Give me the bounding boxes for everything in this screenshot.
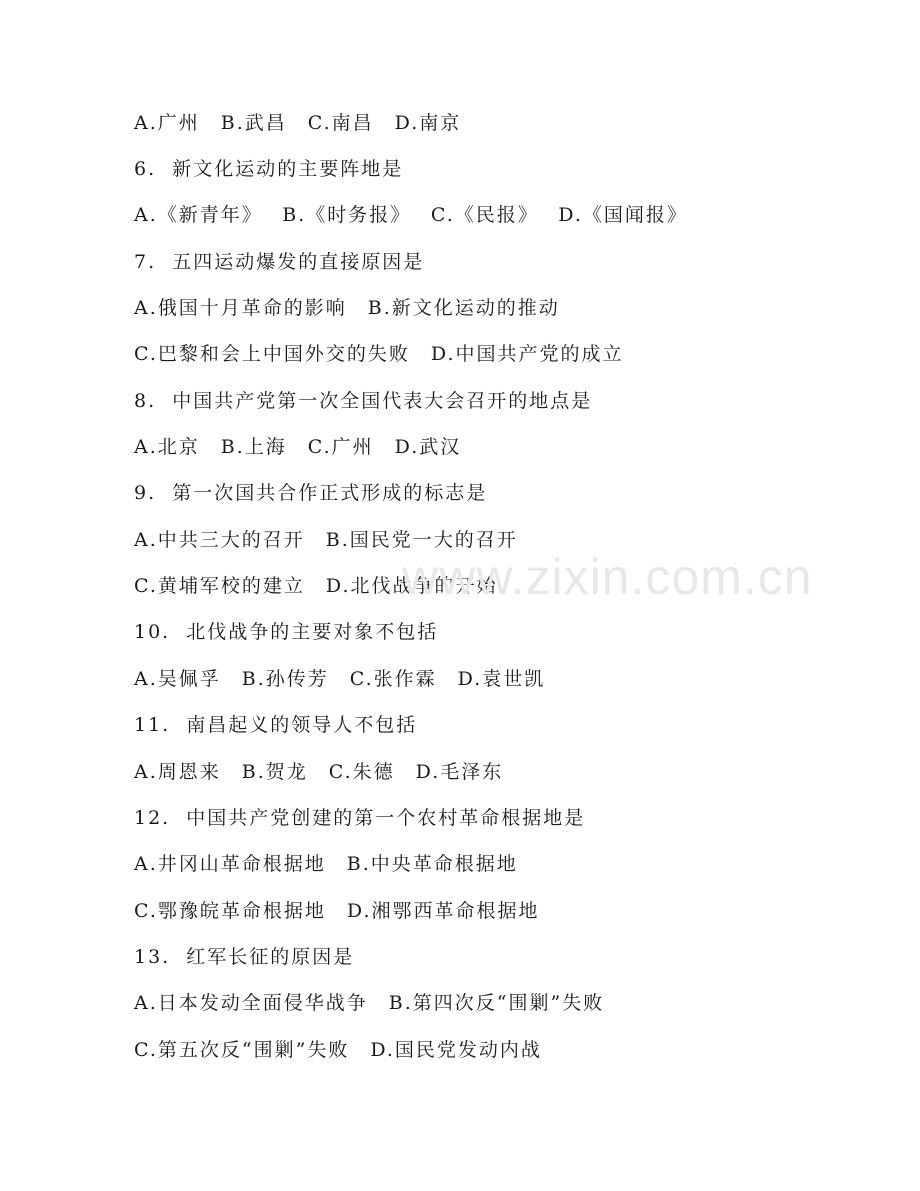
q7-question: 7. 五四运动爆发的直接原因是 xyxy=(134,251,425,273)
q13-options-cd: C.第五次反“围剿”失败 D.国民党发动内战 xyxy=(134,1039,542,1061)
q10-question: 10. 北伐战争的主要对象不包括 xyxy=(134,621,439,643)
q7-options-ab: A.俄国十月革命的影响 B.新文化运动的推动 xyxy=(134,297,560,319)
watermark: www.zixin.com.cn xyxy=(402,549,813,605)
q13-options-ab: A.日本发动全面侵华战争 B.第四次反“围剿”失败 xyxy=(134,992,605,1014)
q9-options-ab: A.中共三大的召开 B.国民党一大的召开 xyxy=(134,529,518,551)
q6-options: A.《新青年》 B.《时务报》 C.《民报》 D.《国闻报》 xyxy=(134,204,688,226)
q11-question: 11. 南昌起义的领导人不包括 xyxy=(134,714,418,736)
q12-options-cd: C.鄂豫皖革命根据地 D.湘鄂西革命根据地 xyxy=(134,900,540,922)
q6-question: 6. 新文化运动的主要阵地是 xyxy=(134,158,404,180)
q11-options: A.周恩来 B.贺龙 C.朱德 D.毛泽东 xyxy=(134,761,504,783)
q9-question: 9. 第一次国共合作正式形成的标志是 xyxy=(134,482,488,504)
q7-options-cd: C.巴黎和会上中国外交的失败 D.中国共产党的成立 xyxy=(134,343,624,365)
q8-question: 8. 中国共产党第一次全国代表大会召开的地点是 xyxy=(134,390,593,412)
q5-options: A.广州 B.武昌 C.南昌 D.南京 xyxy=(134,112,462,134)
q12-options-ab: A.井冈山革命根据地 B.中央革命根据地 xyxy=(134,853,518,875)
q10-options: A.吴佩孚 B.孙传芳 C.张作霖 D.袁世凯 xyxy=(134,668,546,690)
q8-options: A.北京 B.上海 C.广州 D.武汉 xyxy=(134,436,462,458)
q13-question: 13. 红军长征的原因是 xyxy=(134,946,355,968)
q12-question: 12. 中国共产党创建的第一个农村革命根据地是 xyxy=(134,807,586,829)
q9-options-cd: C.黄埔军校的建立 D.北伐战争的开始 xyxy=(134,575,498,597)
